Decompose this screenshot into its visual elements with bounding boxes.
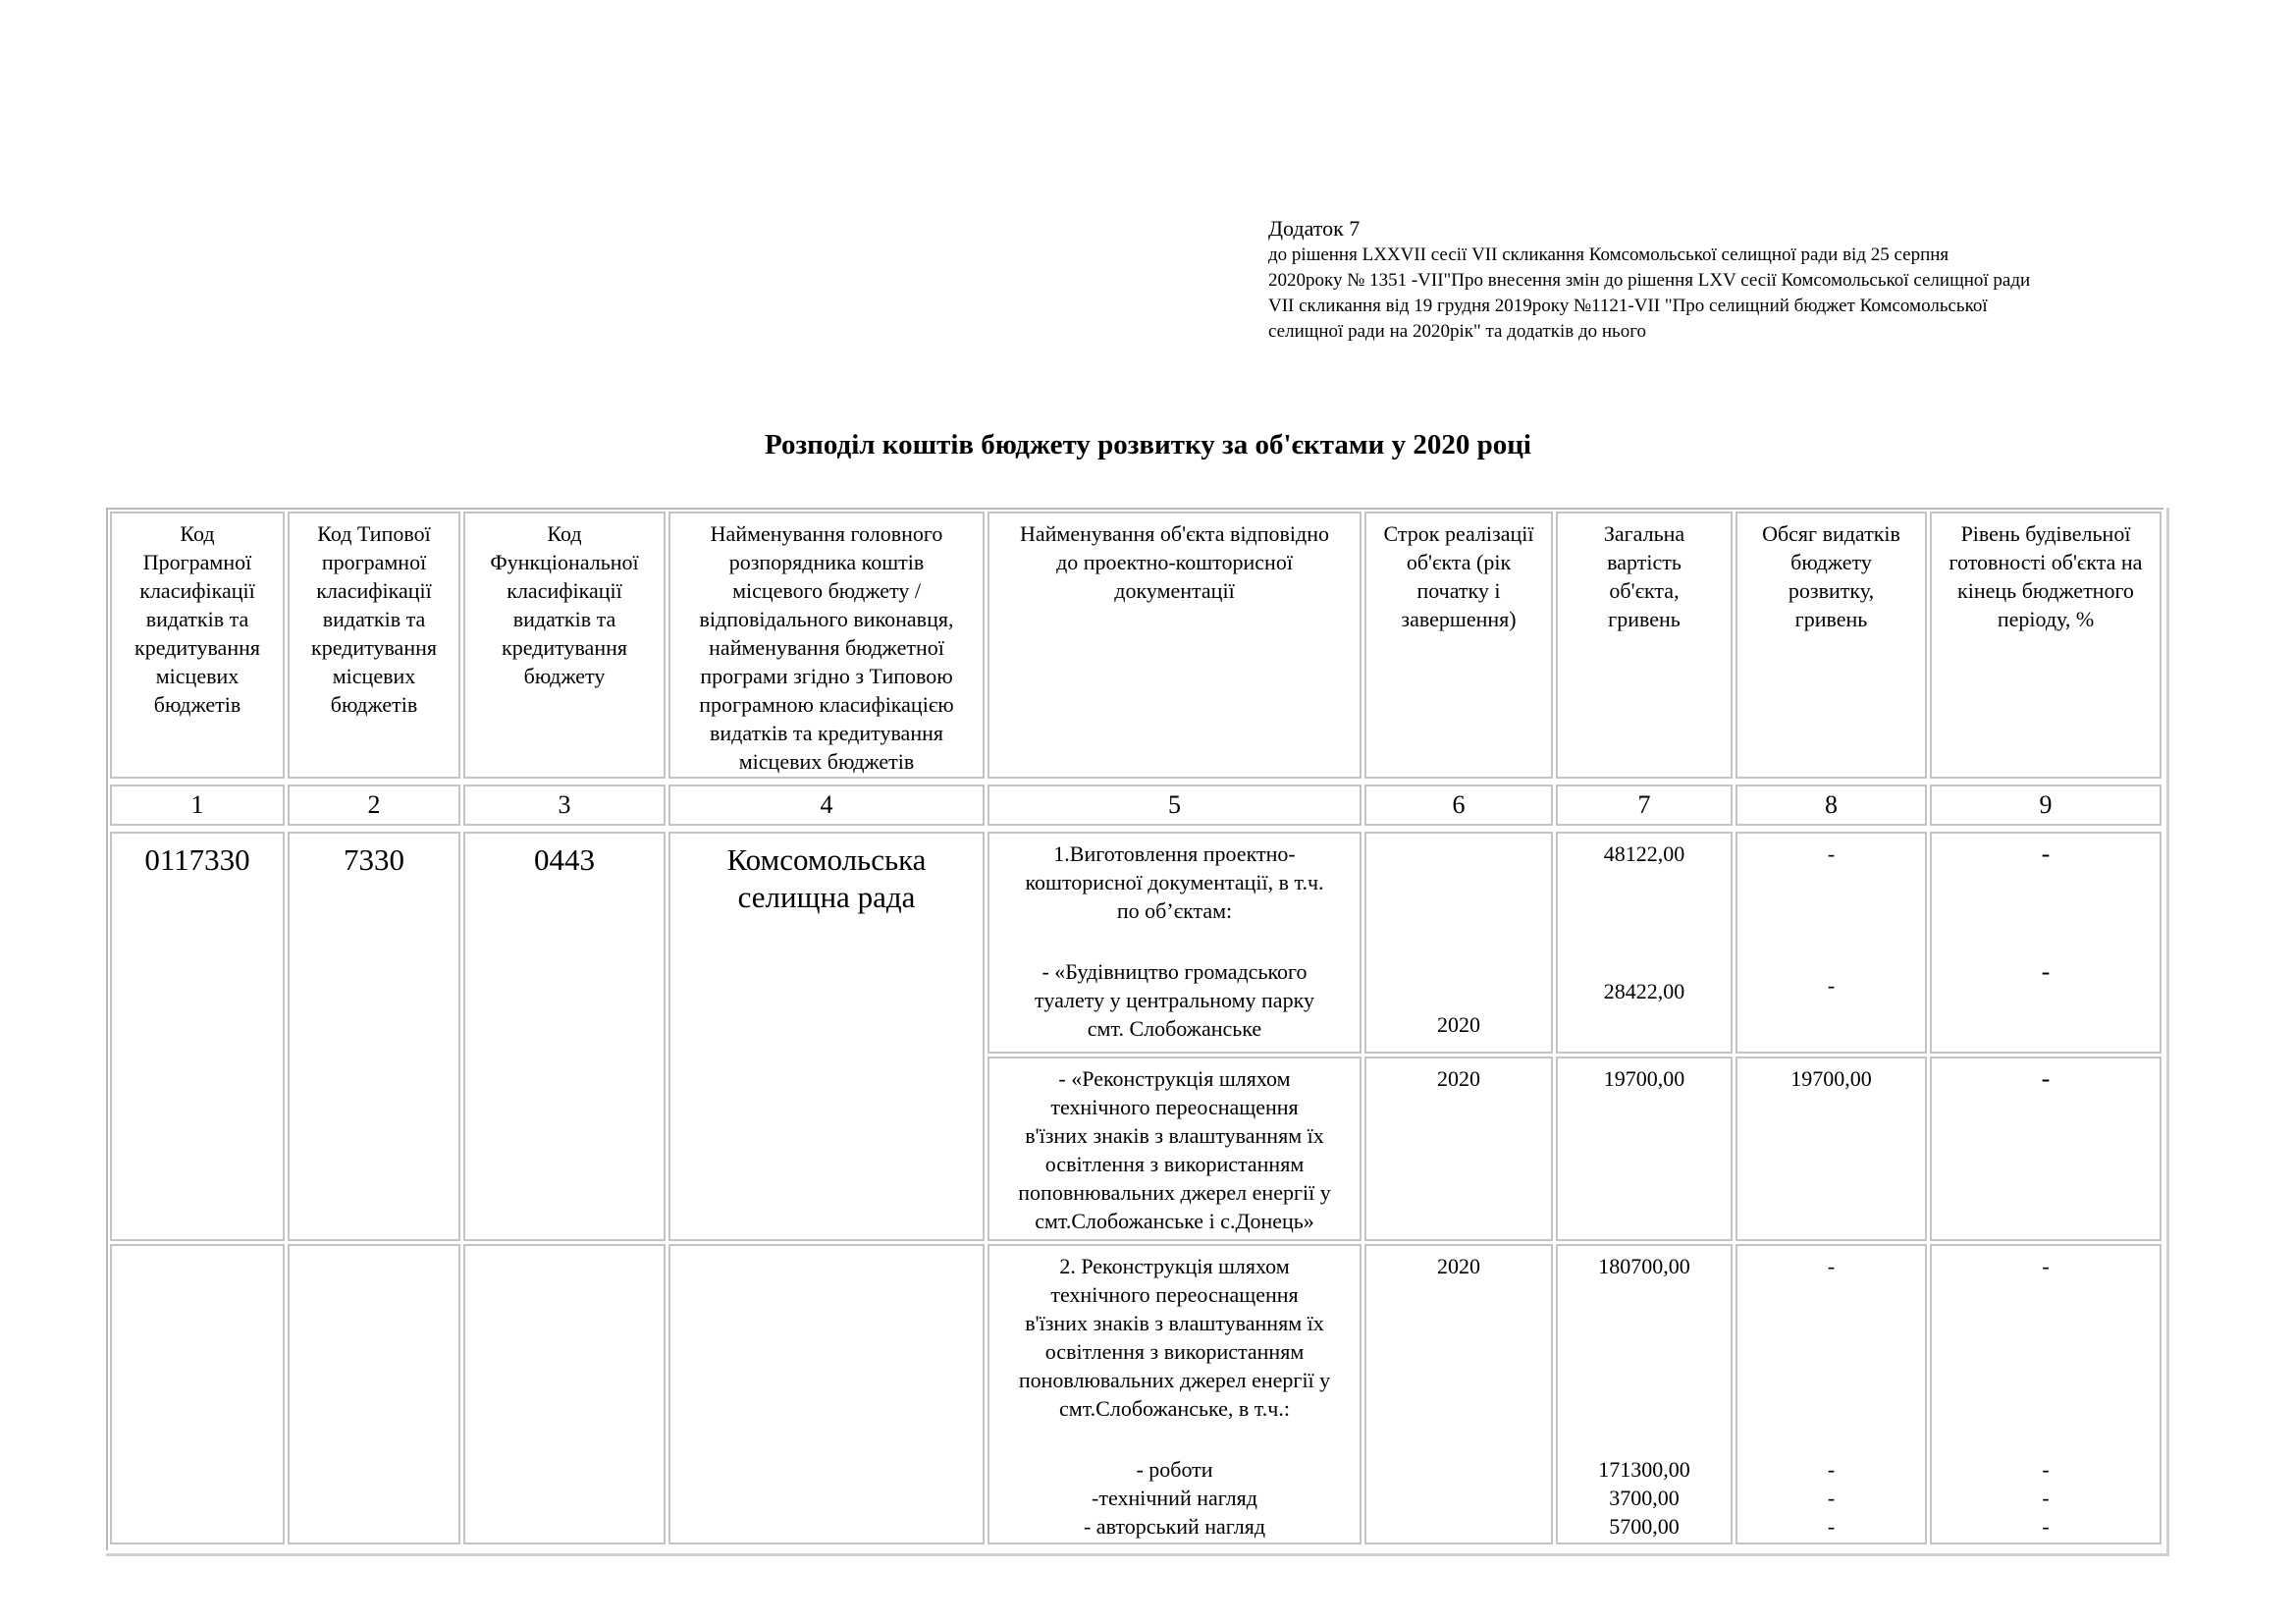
header-line: місцевих [332,664,416,688]
empty-cell [288,1244,460,1544]
sub-items-block [1737,1455,1925,1541]
document-title: Розподіл коштів бюджету розвитку за об'єктами у 2020 році [765,429,1531,460]
header-line: кредитування [502,635,627,660]
header-line: Код Типової [317,521,431,546]
sub-item-label: - роботи [1136,1457,1213,1482]
header-line: класифікації [139,578,255,603]
object-sub-block [989,957,1360,1043]
readiness-cell [1930,1244,2162,1544]
readiness-value: - [2041,957,2051,986]
sub-item-volume: - [1827,1514,1836,1539]
program-code-cell [110,832,285,1241]
object-line: смт.Слобожанське і с.Донець» [1035,1209,1314,1233]
header-line: місцевих бюджетів [738,749,915,774]
header-line: Найменування об'єкта відповідно [1020,521,1329,546]
functional-code-cell [463,832,666,1241]
expense-volume-cell [1735,1244,1927,1544]
header-line: Код [547,521,582,546]
header-line: бюджетів [330,692,418,717]
budget-table [106,508,2169,1556]
term-cell [1364,1244,1553,1544]
object-line: смт.Слобожанське, в т.ч.: [1059,1396,1290,1421]
object-line: 1.Виготовлення проектно- [1053,841,1296,866]
object-line: туалету у центральному парку [1035,988,1314,1012]
header-line: бюджету [1790,550,1872,574]
column-number: 9 [1930,785,2162,826]
header-cell-expense-volume [1735,512,1927,779]
header-line: програмної [321,550,427,574]
header-line: об'єкта, [1609,578,1680,603]
header-line: видатків та [145,607,249,631]
sub-item-volume: - [1827,1486,1836,1510]
header-line: гривень [1794,607,1868,631]
header-line: розпорядника коштів [728,550,925,574]
total-cost-cell [1556,1244,1733,1544]
column-number: 5 [988,785,1362,826]
sub-item-total: 3700,00 [1609,1486,1680,1510]
sub-item-ready: - [2042,1457,2050,1482]
header-cell-manager [668,512,985,779]
sub-item-volume: - [1827,1457,1836,1482]
header-cell-total-cost [1556,512,1733,779]
expense-volume-value: - [1827,841,1836,866]
object-line: - «Будівництво громадського [1041,959,1308,984]
header-line: програмною класифікацією [699,692,954,717]
typical-code: 7330 [344,842,404,877]
header-line: видатків та кредитування [710,721,943,745]
object-cell-signs-slobozhanske [988,1244,1362,1544]
header-line: Рівень будівельної [1960,521,2131,546]
annex-title: Додаток 7 [1268,216,1361,241]
annex-line: 2020року № 1351 -VII"Про внесення змін до рішення LXV сесії Комсомольської селищної ради [1268,270,2031,291]
object-line: по об’єктам: [1116,898,1233,923]
header-line: кредитування [311,635,437,660]
header-line: місцевого бюджету / [732,578,921,603]
sub-item-ready: - [2042,1514,2050,1539]
header-line: бюджету [523,664,606,688]
header-line: бюджетів [153,692,241,717]
header-line: найменування бюджетної [709,635,944,660]
manager-line: селищна рада [737,880,916,914]
header-line: розвитку, [1788,578,1875,603]
expense-volume-value: - [1827,973,1836,998]
sub-items-block [1558,1455,1731,1541]
header-cell-functional-code [463,512,666,779]
term-value: 2020 [1437,1012,1480,1037]
term-cell [1364,832,1553,1054]
header-line: готовності об'єкта на [1949,550,2143,574]
object-cell-signs-donets [988,1056,1362,1241]
annex-line: до рішення LXXVII сесії VII скликання Комсомольської селищної ради від 25 серпня [1268,244,1949,265]
object-line: технічного переоснащення [1050,1095,1299,1119]
sub-item-total: 171300,00 [1598,1457,1690,1482]
header-line: Функціональної [490,550,639,574]
object-line: технічного переоснащення [1050,1282,1299,1307]
object-line: в'їзних знаків з влаштуванням їх [1025,1123,1324,1148]
object-line: в'їзних знаків з влаштуванням їх [1025,1311,1324,1335]
column-number: 2 [288,785,460,826]
header-cell-typical-code [288,512,460,779]
header-line: Загальна [1603,521,1685,546]
manager-cell [668,832,985,1241]
header-line: видатків та [512,607,616,631]
object-line: 2. Реконструкція шляхом [1059,1254,1290,1278]
annex-block [1268,215,2201,345]
header-line: Строк реалізації [1383,521,1534,546]
header-line: видатків та [322,607,426,631]
total-cost-value: 19700,00 [1603,1066,1685,1091]
object-line: освітлення з використанням [1044,1339,1305,1364]
header-line: початку і [1416,578,1501,603]
expense-volume-value: - [1827,1254,1836,1278]
term-value: 2020 [1437,1254,1480,1278]
readiness-value: - [2041,1064,2051,1093]
header-line: гривень [1608,607,1681,631]
functional-code: 0443 [534,842,595,877]
header-line: Програмної [142,550,252,574]
column-number: 1 [110,785,285,826]
header-line: кінець бюджетного [1957,578,2134,603]
header-line: завершення) [1401,607,1517,631]
readiness-value: - [2042,1254,2050,1278]
total-cost-value: 28422,00 [1603,979,1685,1003]
total-cost-cell [1556,1056,1733,1241]
object-line: - «Реконструкція шляхом [1058,1066,1291,1091]
header-line: до проектно-кошторисної [1056,550,1293,574]
header-line: періоду, % [1997,607,2095,631]
empty-cell [110,1244,285,1544]
header-line: класифікації [316,578,432,603]
header-line: вартість [1607,550,1682,574]
object-line: освітлення з використанням [1044,1152,1305,1176]
expense-volume-value: 19700,00 [1790,1066,1872,1091]
column-number: 4 [668,785,985,826]
readiness-cell [1930,1056,2162,1241]
object-line: поповнювальних джерел енергії у [1018,1180,1331,1205]
header-line: відповідального виконавця, [699,607,954,631]
empty-cell [668,1244,985,1544]
header-line: програми згідно з Типовою [700,664,953,688]
sub-item-label: -технічний нагляд [1092,1486,1257,1510]
annex-line: VII скликання від 19 грудня 2019року №1121-VII "Про селищний бюджет Комсомольської [1268,296,1988,316]
header-line: Найменування головного [710,521,943,546]
readiness-value: - [2041,839,2051,868]
typical-code-cell [288,832,460,1241]
column-number: 8 [1735,785,1927,826]
term-value: 2020 [1437,1066,1480,1091]
object-line: смт. Слобожанське [1087,1016,1262,1041]
program-code: 0117330 [144,842,250,877]
expense-volume-cell [1735,832,1927,1054]
header-line: місцевих [155,664,240,688]
term-cell [1364,1056,1553,1241]
column-number: 6 [1364,785,1553,826]
annex-line: селищної ради на 2020рік" та додатків до нього [1268,321,1647,342]
sub-items-block [989,1455,1360,1541]
column-number: 3 [463,785,666,826]
header-cell-term [1364,512,1553,779]
empty-cell [463,1244,666,1544]
total-cost-value: 180700,00 [1598,1254,1690,1278]
total-cost-cell [1556,832,1733,1054]
header-line: Код [180,521,215,546]
header-cell-program-code [110,512,285,779]
object-line: кошторисної документації, в т.ч. [1025,870,1324,894]
object-cell-design-docs [988,832,1362,1054]
header-line: класифікації [507,578,622,603]
readiness-cell [1930,832,2162,1054]
sub-items-block [1932,1455,2160,1541]
column-number: 7 [1556,785,1733,826]
total-cost-value: 48122,00 [1603,841,1685,866]
header-line: Обсяг видатків [1762,521,1900,546]
sub-item-label: - авторський нагляд [1083,1514,1266,1539]
expense-volume-cell [1735,1056,1927,1241]
header-line: об'єкта (рік [1406,550,1512,574]
header-cell-object-name [988,512,1362,779]
header-line: документації [1114,578,1235,603]
header-cell-readiness [1930,512,2162,779]
header-line: кредитування [134,635,260,660]
sub-item-ready: - [2042,1486,2050,1510]
manager-line: Комсомольська [726,842,927,877]
sub-item-total: 5700,00 [1609,1514,1680,1539]
object-line: поновлювальних джерел енергії у [1018,1368,1331,1392]
